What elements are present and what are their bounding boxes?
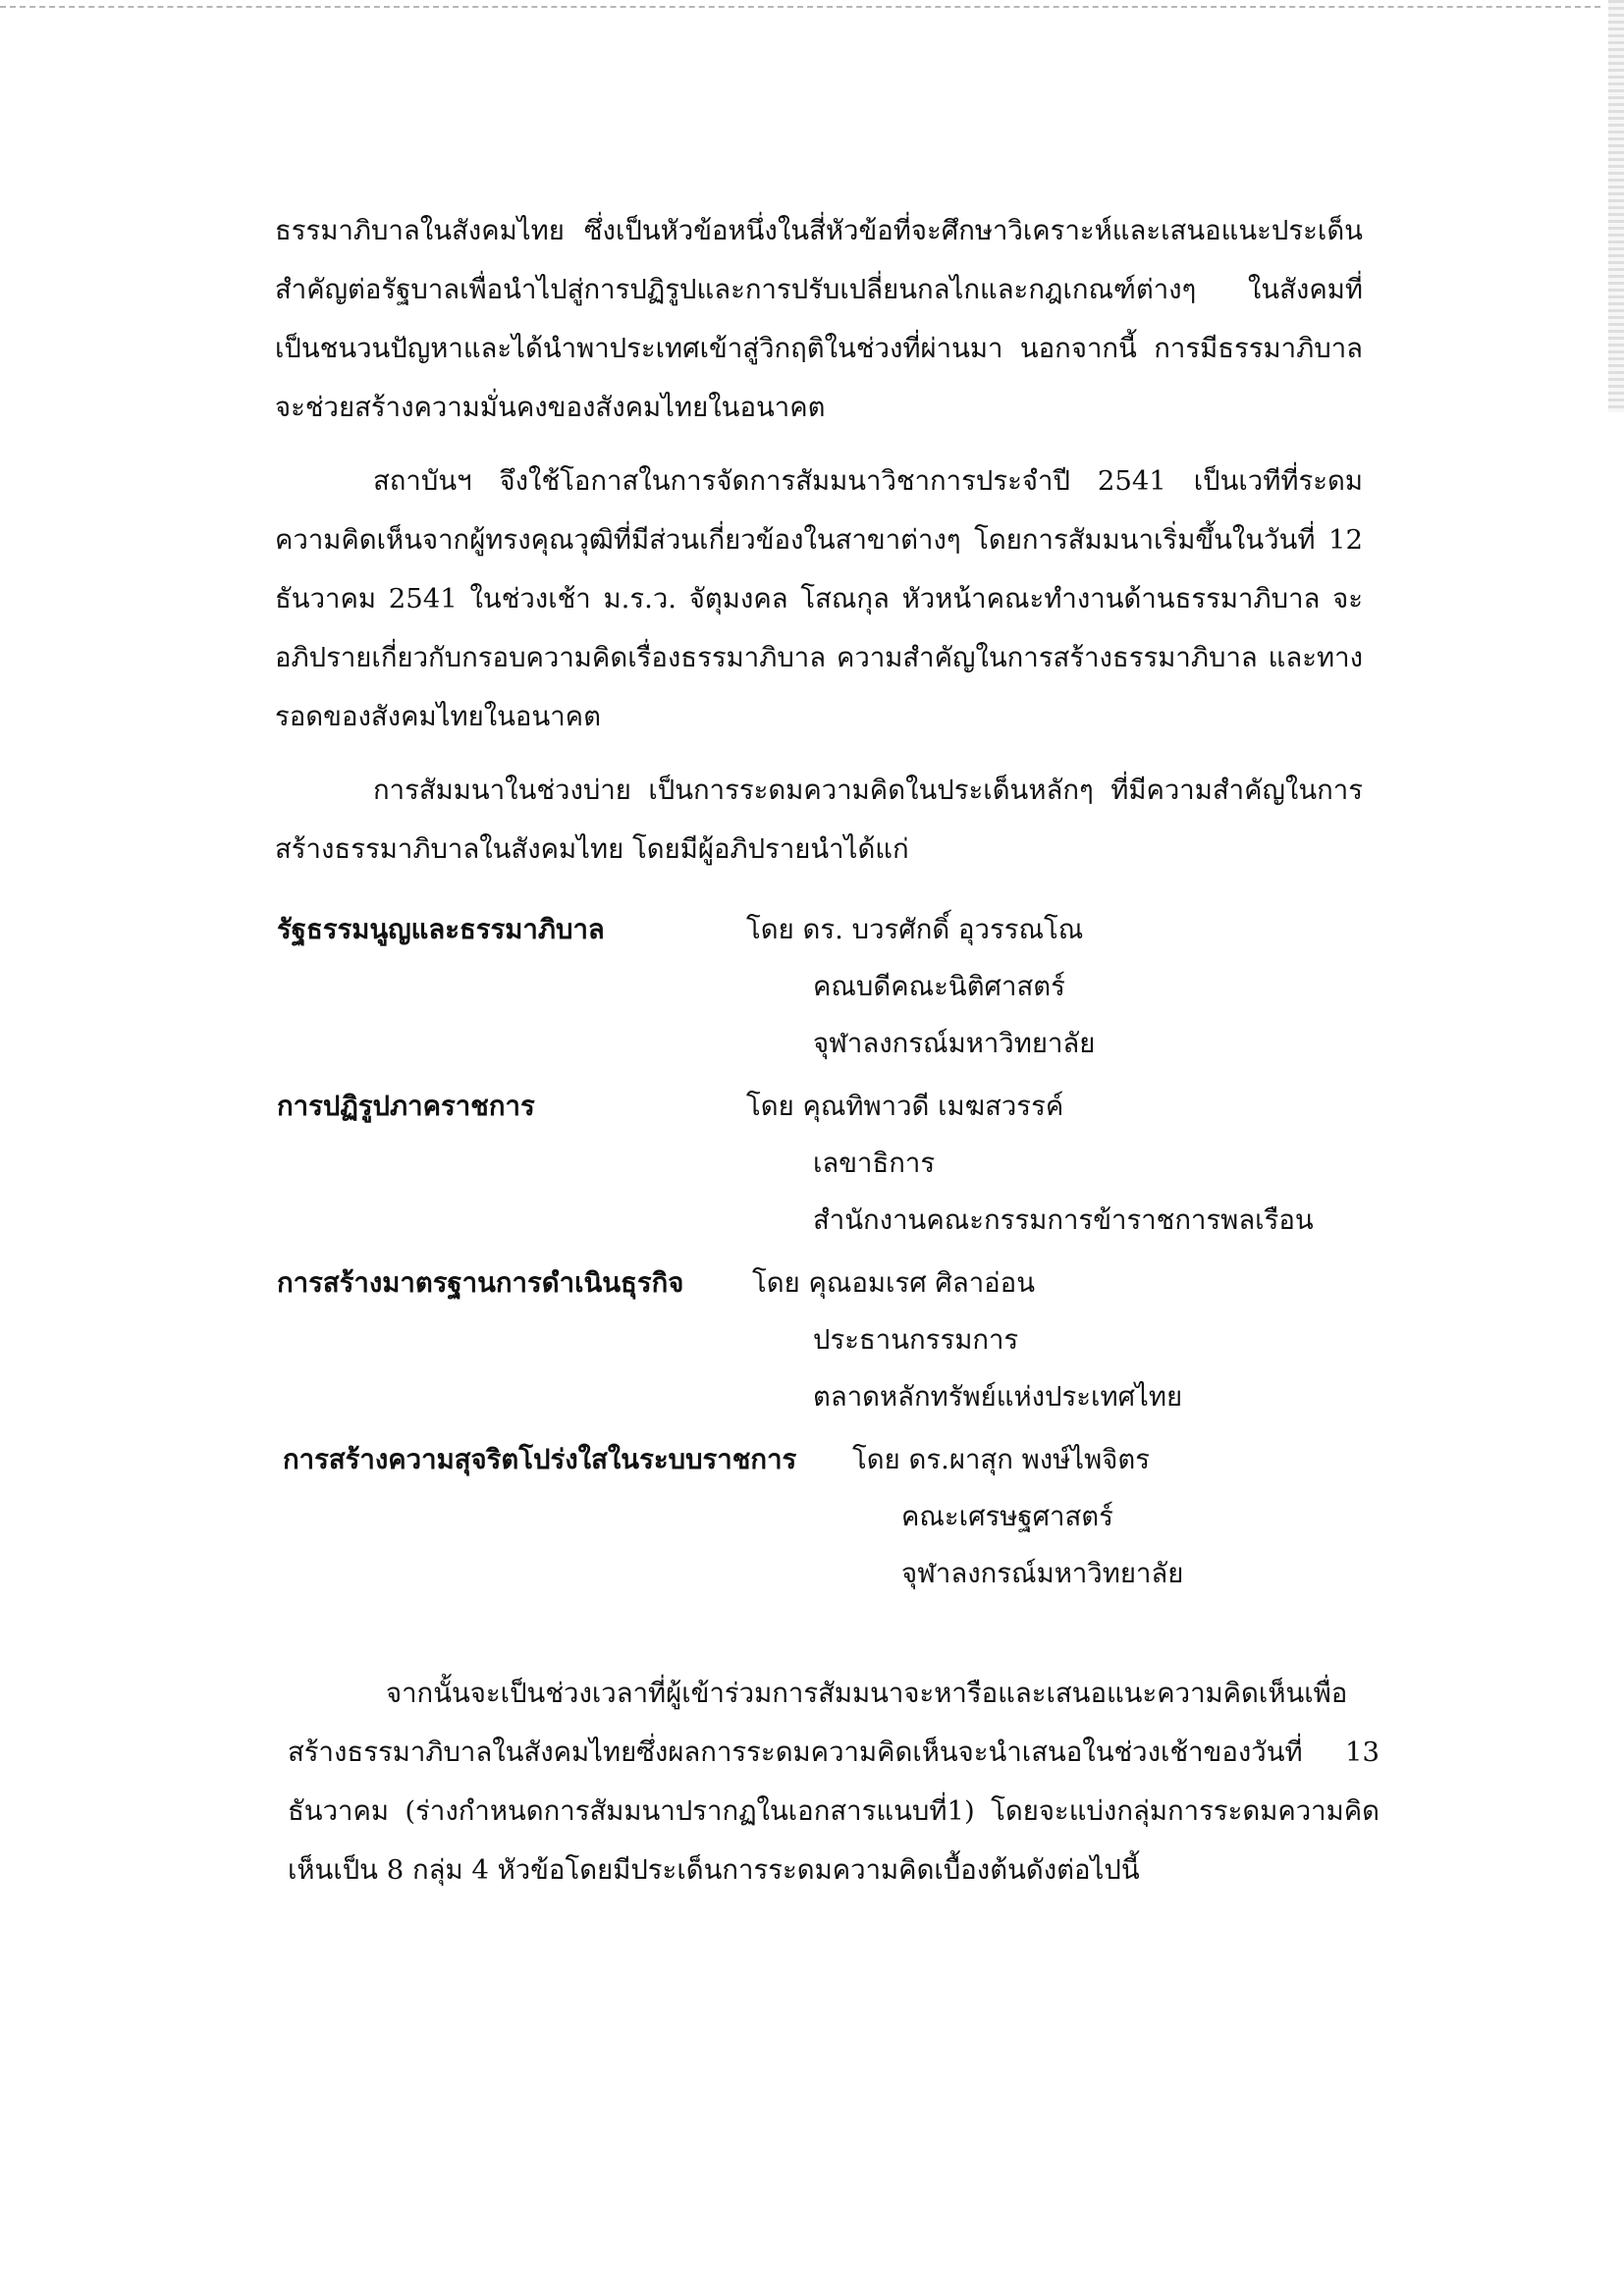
speaker-name: ดร. บวรศักดิ์ อุวรรณโณ: [802, 914, 1084, 945]
paragraph-3: การสัมมนาในช่วงบ่าย เป็นการระดมความคิดในประเด็นหลักๆ ที่มีความสำคัญในการสร้างธรรมาภิบาลในสังคมไทย โดยมีผู้อภิปรายนำได้แก่: [275, 774, 1363, 865]
paragraph-1: ธรรมาภิบาลในสังคมไทย ซึ่งเป็นหัวข้อหนึ่งในสี่หัวข้อที่จะศึกษาวิเคราะห์และเสนอแนะประเด็นสำคัญต่อรัฐบาลเพื่อนำไปสู่การปฏิรูปและการปรับเปลี่ยนกลไกและกฎเกณฑ์ต่างๆ ในสังคมที่เป็นชนวนปัญหาและได้นำพาประเทศเข้าสู่วิกฤติในช่วงที่ผ่านมา นอกจากนี้ การมีธรรมาภิบาลจะช่วยสร้างความมั่นคงของสังคมไทยในอนาคต: [275, 215, 1363, 423]
speaker-topic: การสร้างความสุจริตโปร่งใสในระบบราชการ: [283, 1444, 797, 1475]
speaker-organization: ตลาดหลักทรัพย์แห่งประเทศไทย: [813, 1381, 1183, 1413]
speaker-name: คุณทิพาวดี เมฆสวรรค์: [802, 1091, 1064, 1122]
by-label: โดย: [752, 1267, 800, 1299]
by-label: โดย: [746, 914, 794, 945]
scan-edge-top: [0, 6, 1600, 11]
speaker-byline: [752, 1255, 1035, 1311]
by-label: โดย: [852, 1444, 900, 1475]
speaker-organization: จุฬาลงกรณ์มหาวิทยาลัย: [901, 1558, 1184, 1589]
speaker-name: คุณอมเรศ ศิลาอ่อน: [808, 1267, 1036, 1299]
speaker-position: เลขาธิการ: [813, 1148, 936, 1179]
speaker-topic: การสร้างมาตรฐานการดำเนินธุรกิจ: [277, 1267, 684, 1299]
speaker-position: ประธานกรรมการ: [813, 1324, 1019, 1356]
paragraph-2: สถาบันฯ จึงใช้โอกาสในการจัดการสัมมนาวิชาการประจำปี 2541 เป็นเวทีที่ระดมความคิดเห็นจากผู้ทรงคุณวุฒิที่มีส่วนเกี่ยวข้องในสาขาต่างๆ โดยการสัมมนาเริ่มขึ้นในวันที่ 12 ธันวาคม 2541 ในช่วงเช้า ม.ร.ว. จัตุมงคล โสณกุล หัวหน้าคณะทำงานด้านธรรมาภิบาล จะอภิปรายเกี่ยวกับกรอบความคิดเรื่องธรรมาภิบาล ความสำคัญในการสร้างธรรมาภิบาล และทางรอดของสังคมไทยในอนาคต: [275, 465, 1363, 732]
speaker-organization: จุฬาลงกรณ์มหาวิทยาลัย: [813, 1028, 1096, 1059]
speaker-byline: [746, 1078, 1063, 1135]
speaker-position: คณะเศรษฐศาสตร์: [901, 1501, 1113, 1532]
speaker-position: คณบดีคณะนิติศาสตร์: [813, 971, 1065, 1002]
speaker-byline: [746, 901, 1083, 958]
scan-edge-right: [1608, 0, 1624, 412]
by-label: โดย: [746, 1091, 794, 1122]
speaker-topic: รัฐธรรมนูญและธรรมาภิบาล: [277, 914, 605, 945]
speaker-topic: การปฏิรูปภาคราชการ: [277, 1091, 535, 1122]
speaker-name: ดร.ผาสุก พงษ์ไพจิตร: [908, 1444, 1150, 1475]
speaker-organization: สำนักงานคณะกรรมการข้าราชการพลเรือน: [813, 1204, 1314, 1236]
paragraph-4: จากนั้นจะเป็นช่วงเวลาที่ผู้เข้าร่วมการสัมมนาจะหารือและเสนอแนะความคิดเห็นเพื่อสร้างธรรมาภิบาลในสังคมไทยซึ่งผลการระดมความคิดเห็นจะนำเสนอในช่วงเช้าของวันที่ 13 ธันวาคม (ร่างกำหนดการสัมมนาปรากฏในเอกสารแนบที่1) โดยจะแบ่งกลุ่มการระดมความคิดเห็นเป็น 8 กลุ่ม 4 หัวข้อโดยมีประเด็นการระดมความคิดเบื้องต้นดังต่อไปนี้: [288, 1678, 1380, 1886]
speaker-byline: [852, 1431, 1150, 1488]
